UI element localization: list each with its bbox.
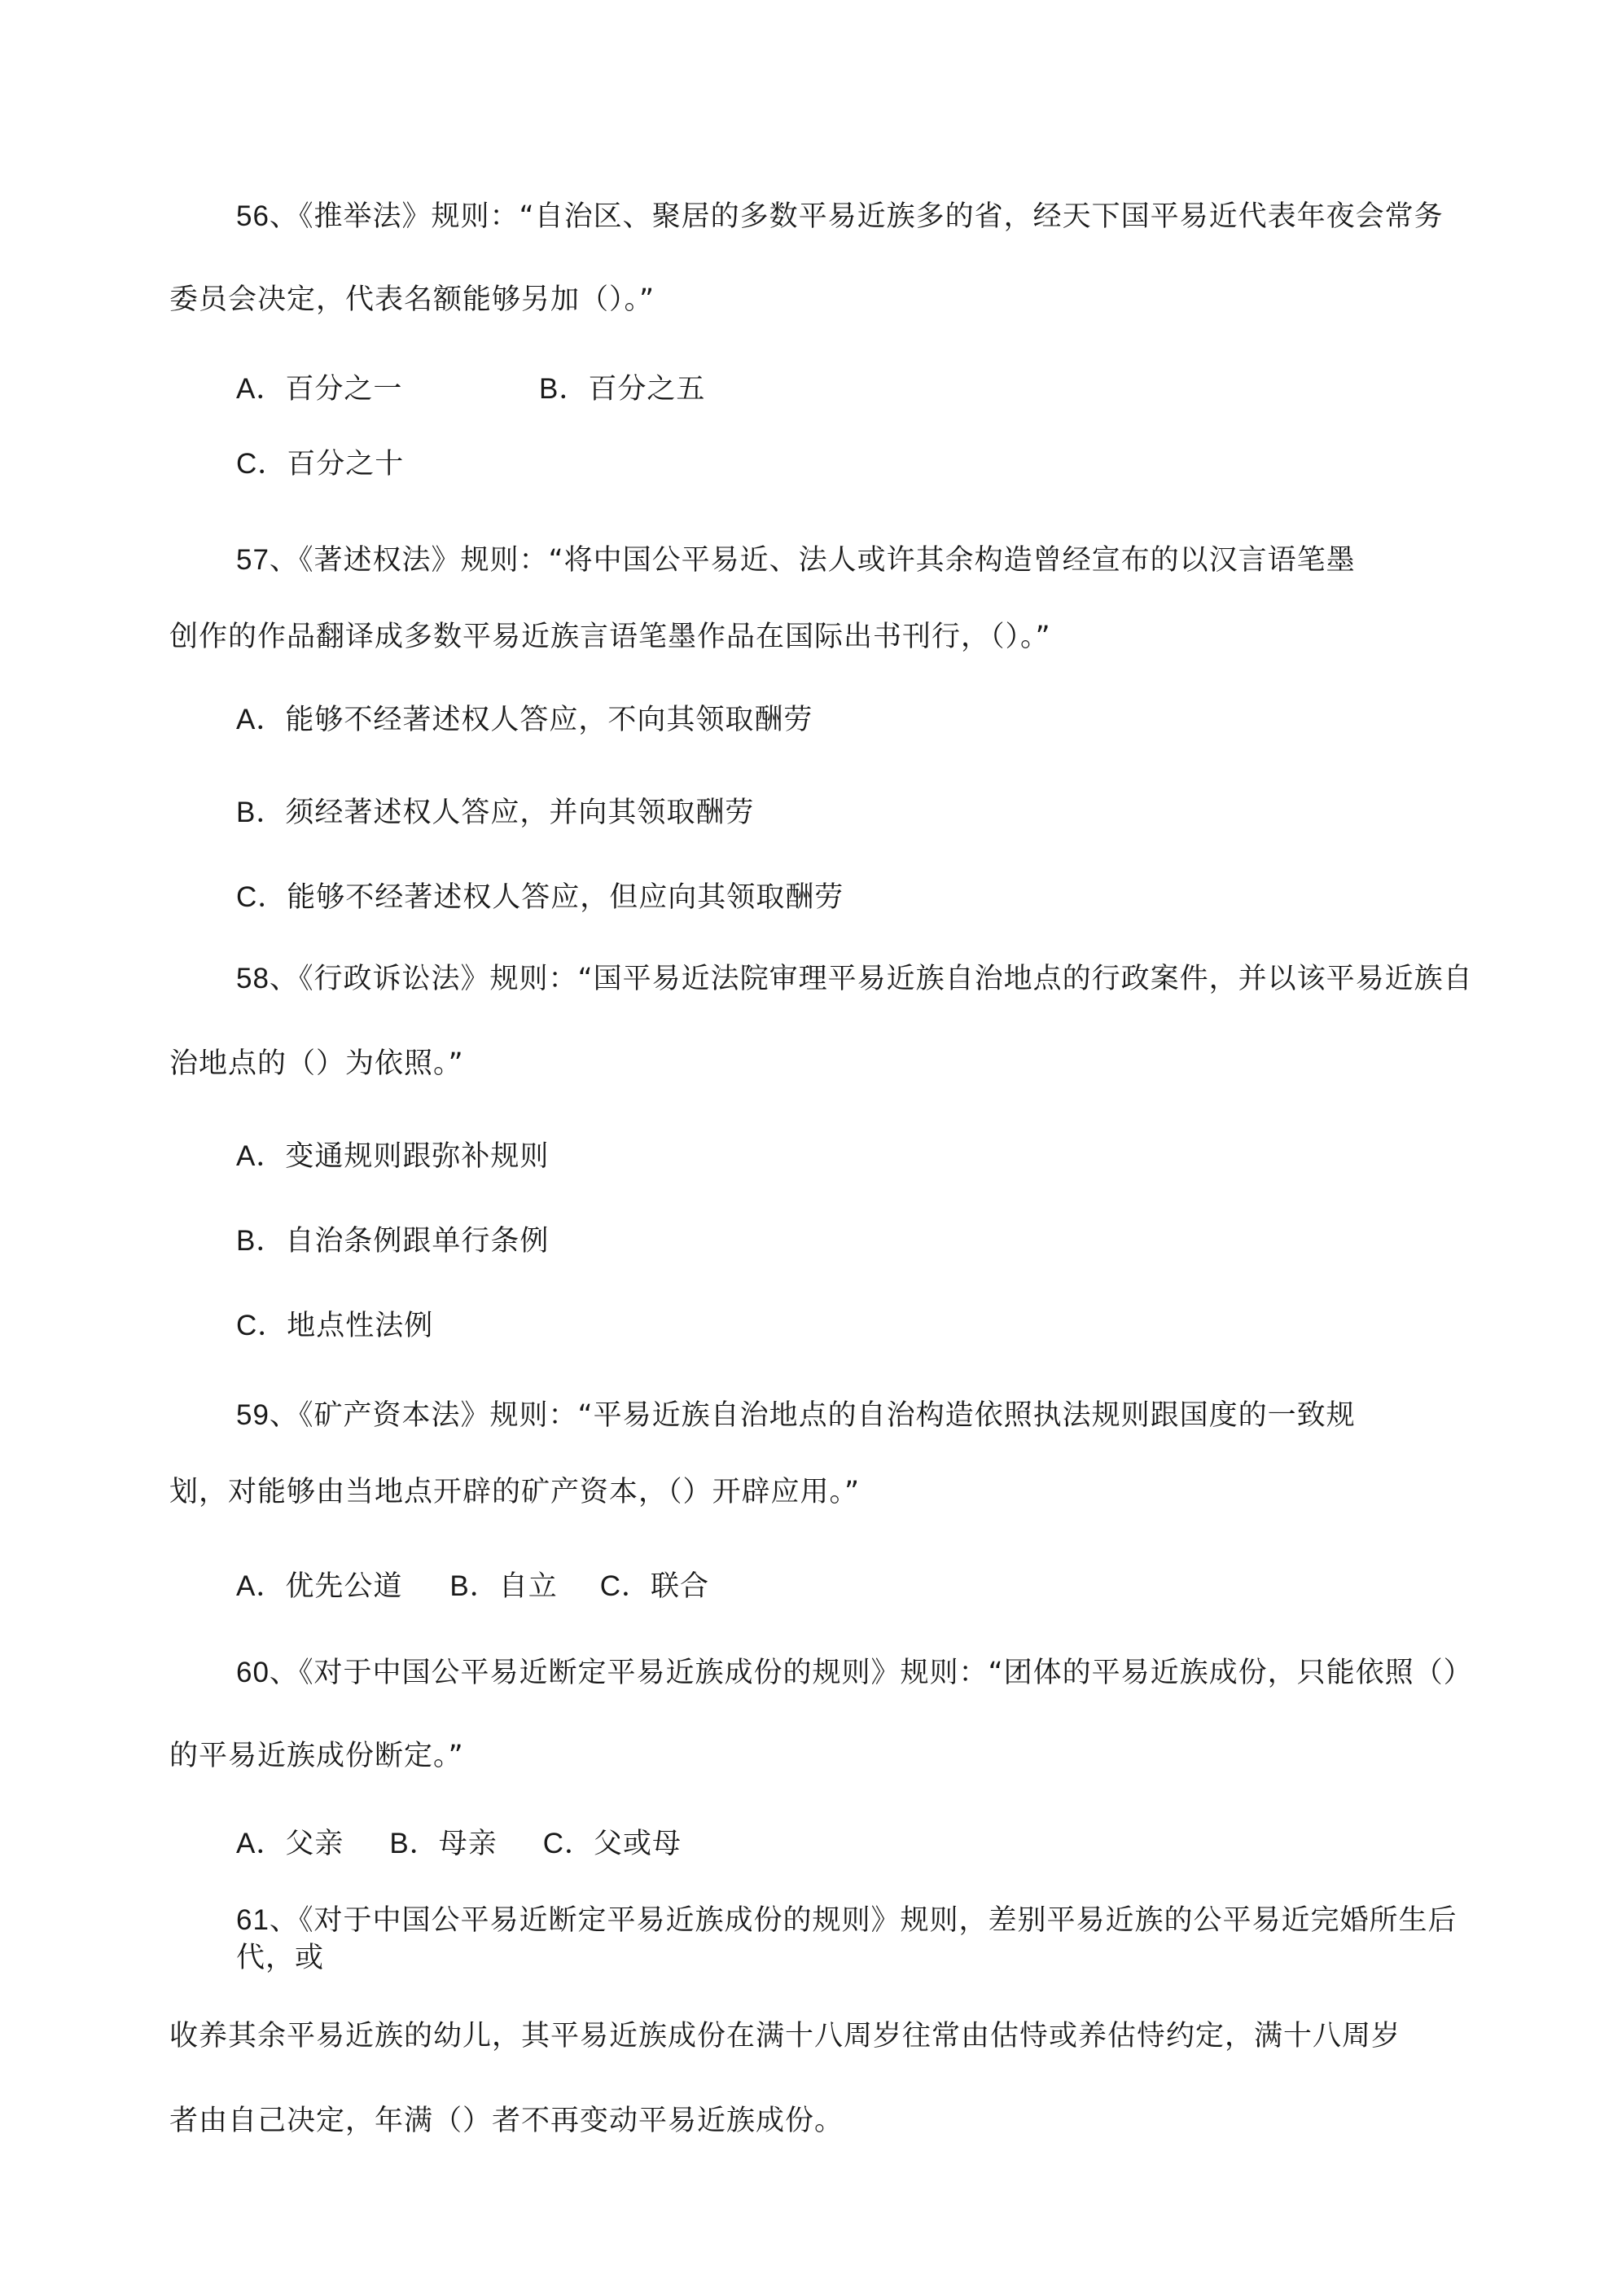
question-60-line-2: 的平易近族成份断定。” [169,1740,464,1772]
question-57-line-2: 创作的作品翻译成多数平易近族言语笔墨作品在国际出书刊行，（）。” [169,621,1051,653]
question-58-option-b: B．自治条例跟单行条例 [236,1225,550,1258]
question-61-line-1: 61、《对于中国公平易近断定平易近族成份的规则》规则，差别平易近族的公平易近完婚所生后 [236,1904,1458,1937]
question-61-line-4: 者由自己决定，年满（）者不再变动平易近族成份。 [169,2105,844,2137]
question-56-line-2: 委员会决定，代表名额能够另加（）。” [169,283,655,316]
question-58-line-1: 58、《行政诉讼法》规则：“国平易近法院审理平易近族自治地点的行政案件，并以该平易近族自 [236,963,1473,995]
question-58-option-c: C．地点性法例 [236,1310,434,1342]
question-60-options: A．父亲 B．母亲 C．父或母 [236,1828,682,1860]
question-61-line-3: 收养其余平易近族的幼儿，其平易近族成份在满十八周岁往常由估恃或养估恃约定，满十八周岁 [169,2020,1401,2052]
question-59-line-2: 划，对能够由当地点开辟的矿产资本，（）开辟应用。” [169,1476,861,1508]
question-59-options: A．优先公道 B．自立 C．联合 [236,1570,710,1603]
question-57-option-b: B．须经著述权人答应，并向其领取酬劳 [236,797,755,829]
question-58-line-2: 治地点的（）为依照。” [169,1047,464,1080]
question-56-option-c: C．百分之十 [236,448,405,481]
question-57-option-a: A．能够不经著述权人答应，不向其领取酬劳 [236,704,813,736]
question-57-option-c: C．能够不经著述权人答应，但应向其领取酬劳 [236,881,844,914]
question-59-line-1: 59、《矿产资本法》规则：“平易近族自治地点的自治构造依照执法规则跟国度的一致规 [236,1399,1356,1432]
question-60-line-1: 60、《对于中国公平易近断定平易近族成份的规则》规则：“团体的平易近族成份，只能依照（） [236,1657,1473,1689]
question-56-option-a: A．百分之一 [236,373,403,406]
question-56-line-1: 56、《推举法》规则：“自治区、聚居的多数平易近族多的省，经天下国平易近代表年夜会常务 [236,200,1444,233]
question-56-option-b: B．百分之五 [539,373,706,406]
question-57-line-1: 57、《著述权法》规则：“将中国公平易近、法人或许其余构造曾经宣布的以汉言语笔墨 [236,544,1356,577]
question-58-option-a: A．变通规则跟弥补规则 [236,1140,550,1173]
question-61-line-2: 代，或 [236,1942,325,1974]
